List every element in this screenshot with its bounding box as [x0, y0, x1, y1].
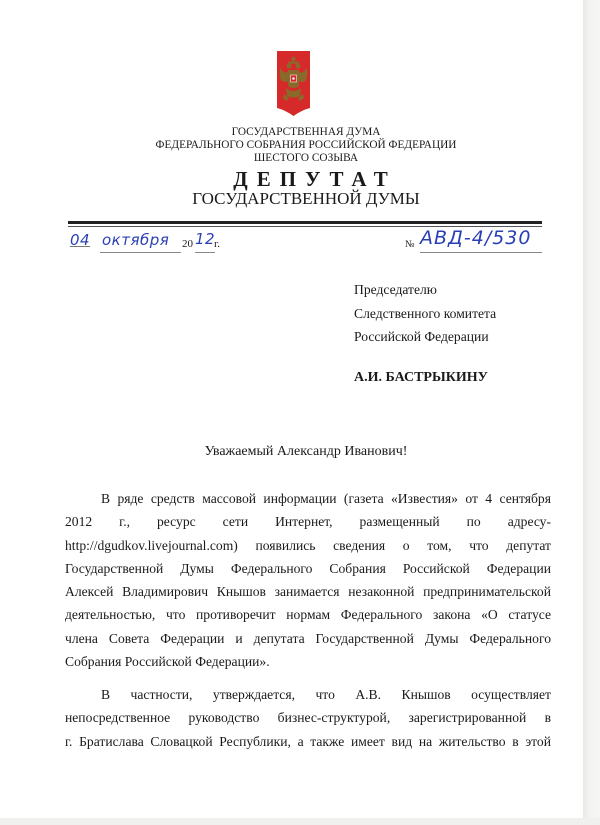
letterhead-title: ДЕПУТАТ [233, 167, 397, 191]
body-line: http://dgudkov.livejournal.com) появились сведения о том, что депутат [65, 537, 551, 553]
body-line: Алексей Владимирович Кнышов занимается незаконной предпринимательской [65, 584, 551, 600]
body-paragraph-1 [65, 487, 551, 673]
body-line: непосредственное руководство бизнес-структурой, зарегистрированной в [65, 710, 551, 726]
body-line: члена Совета Федерации и депутата Государственной Думы Федерального [65, 630, 551, 646]
addressee-position: Председателю [354, 282, 437, 297]
date-year-handwritten: 12 [195, 230, 216, 248]
scan-edge-bottom [0, 818, 600, 825]
reg-number-label: № [405, 239, 415, 250]
scan-edge-right [583, 0, 600, 825]
letterhead-separator-thick [68, 221, 542, 224]
org-name-line2: ФЕДЕРАЛЬНОГО СОБРАНИЯ РОССИЙСКОЙ ФЕДЕРАЦИИ [155, 139, 457, 151]
body-line: Государственной Думы Федерального Собрания Российской Федерации [65, 560, 551, 576]
org-name-line1: ГОСУДАРСТВЕННАЯ ДУМА [231, 126, 381, 138]
addressee-country: Российской Федерации [354, 329, 489, 344]
addressee-name: А.И. БАСТРЫКИНУ [354, 370, 488, 385]
body-line: В частности, утверждается, что А.В. Кнышов осуществляет [101, 687, 551, 702]
body-line: деятельностью, что противоречит нормам Федерального закона «О статусе [65, 607, 551, 623]
letterhead-subtitle: ГОСУДАРСТВЕННОЙ ДУМЫ [192, 189, 420, 208]
addressee-organization: Следственного комитета [354, 306, 497, 321]
coat-of-arms-icon [276, 50, 311, 117]
body-line: Собрания Российской Федерации». [65, 654, 270, 670]
org-name-line3: ШЕСТОГО СОЗЫВА [253, 152, 359, 164]
date-month-underline [100, 252, 181, 253]
reg-number-underline [420, 252, 542, 253]
salutation: Уважаемый Александр Иванович! [204, 444, 408, 459]
body-paragraph-2 [65, 683, 551, 753]
date-month-handwritten: октября [102, 231, 170, 249]
body-line: г. Братислава Словацкой Республики, а также имеет вид на жительство в этой [65, 733, 551, 749]
body-line: В ряде средств массовой информации (газета «Известия» от 4 сентября [101, 491, 551, 506]
date-century: 20 [182, 238, 193, 250]
date-suffix: г. [214, 238, 221, 250]
date-year-underline [195, 252, 215, 253]
body-line: 2012 г., ресурс сети Интернет, размещенный по адресу- [65, 514, 551, 530]
reg-number-handwritten: АВД-4/530 [420, 227, 532, 249]
date-day-handwritten: 04 [70, 231, 91, 249]
